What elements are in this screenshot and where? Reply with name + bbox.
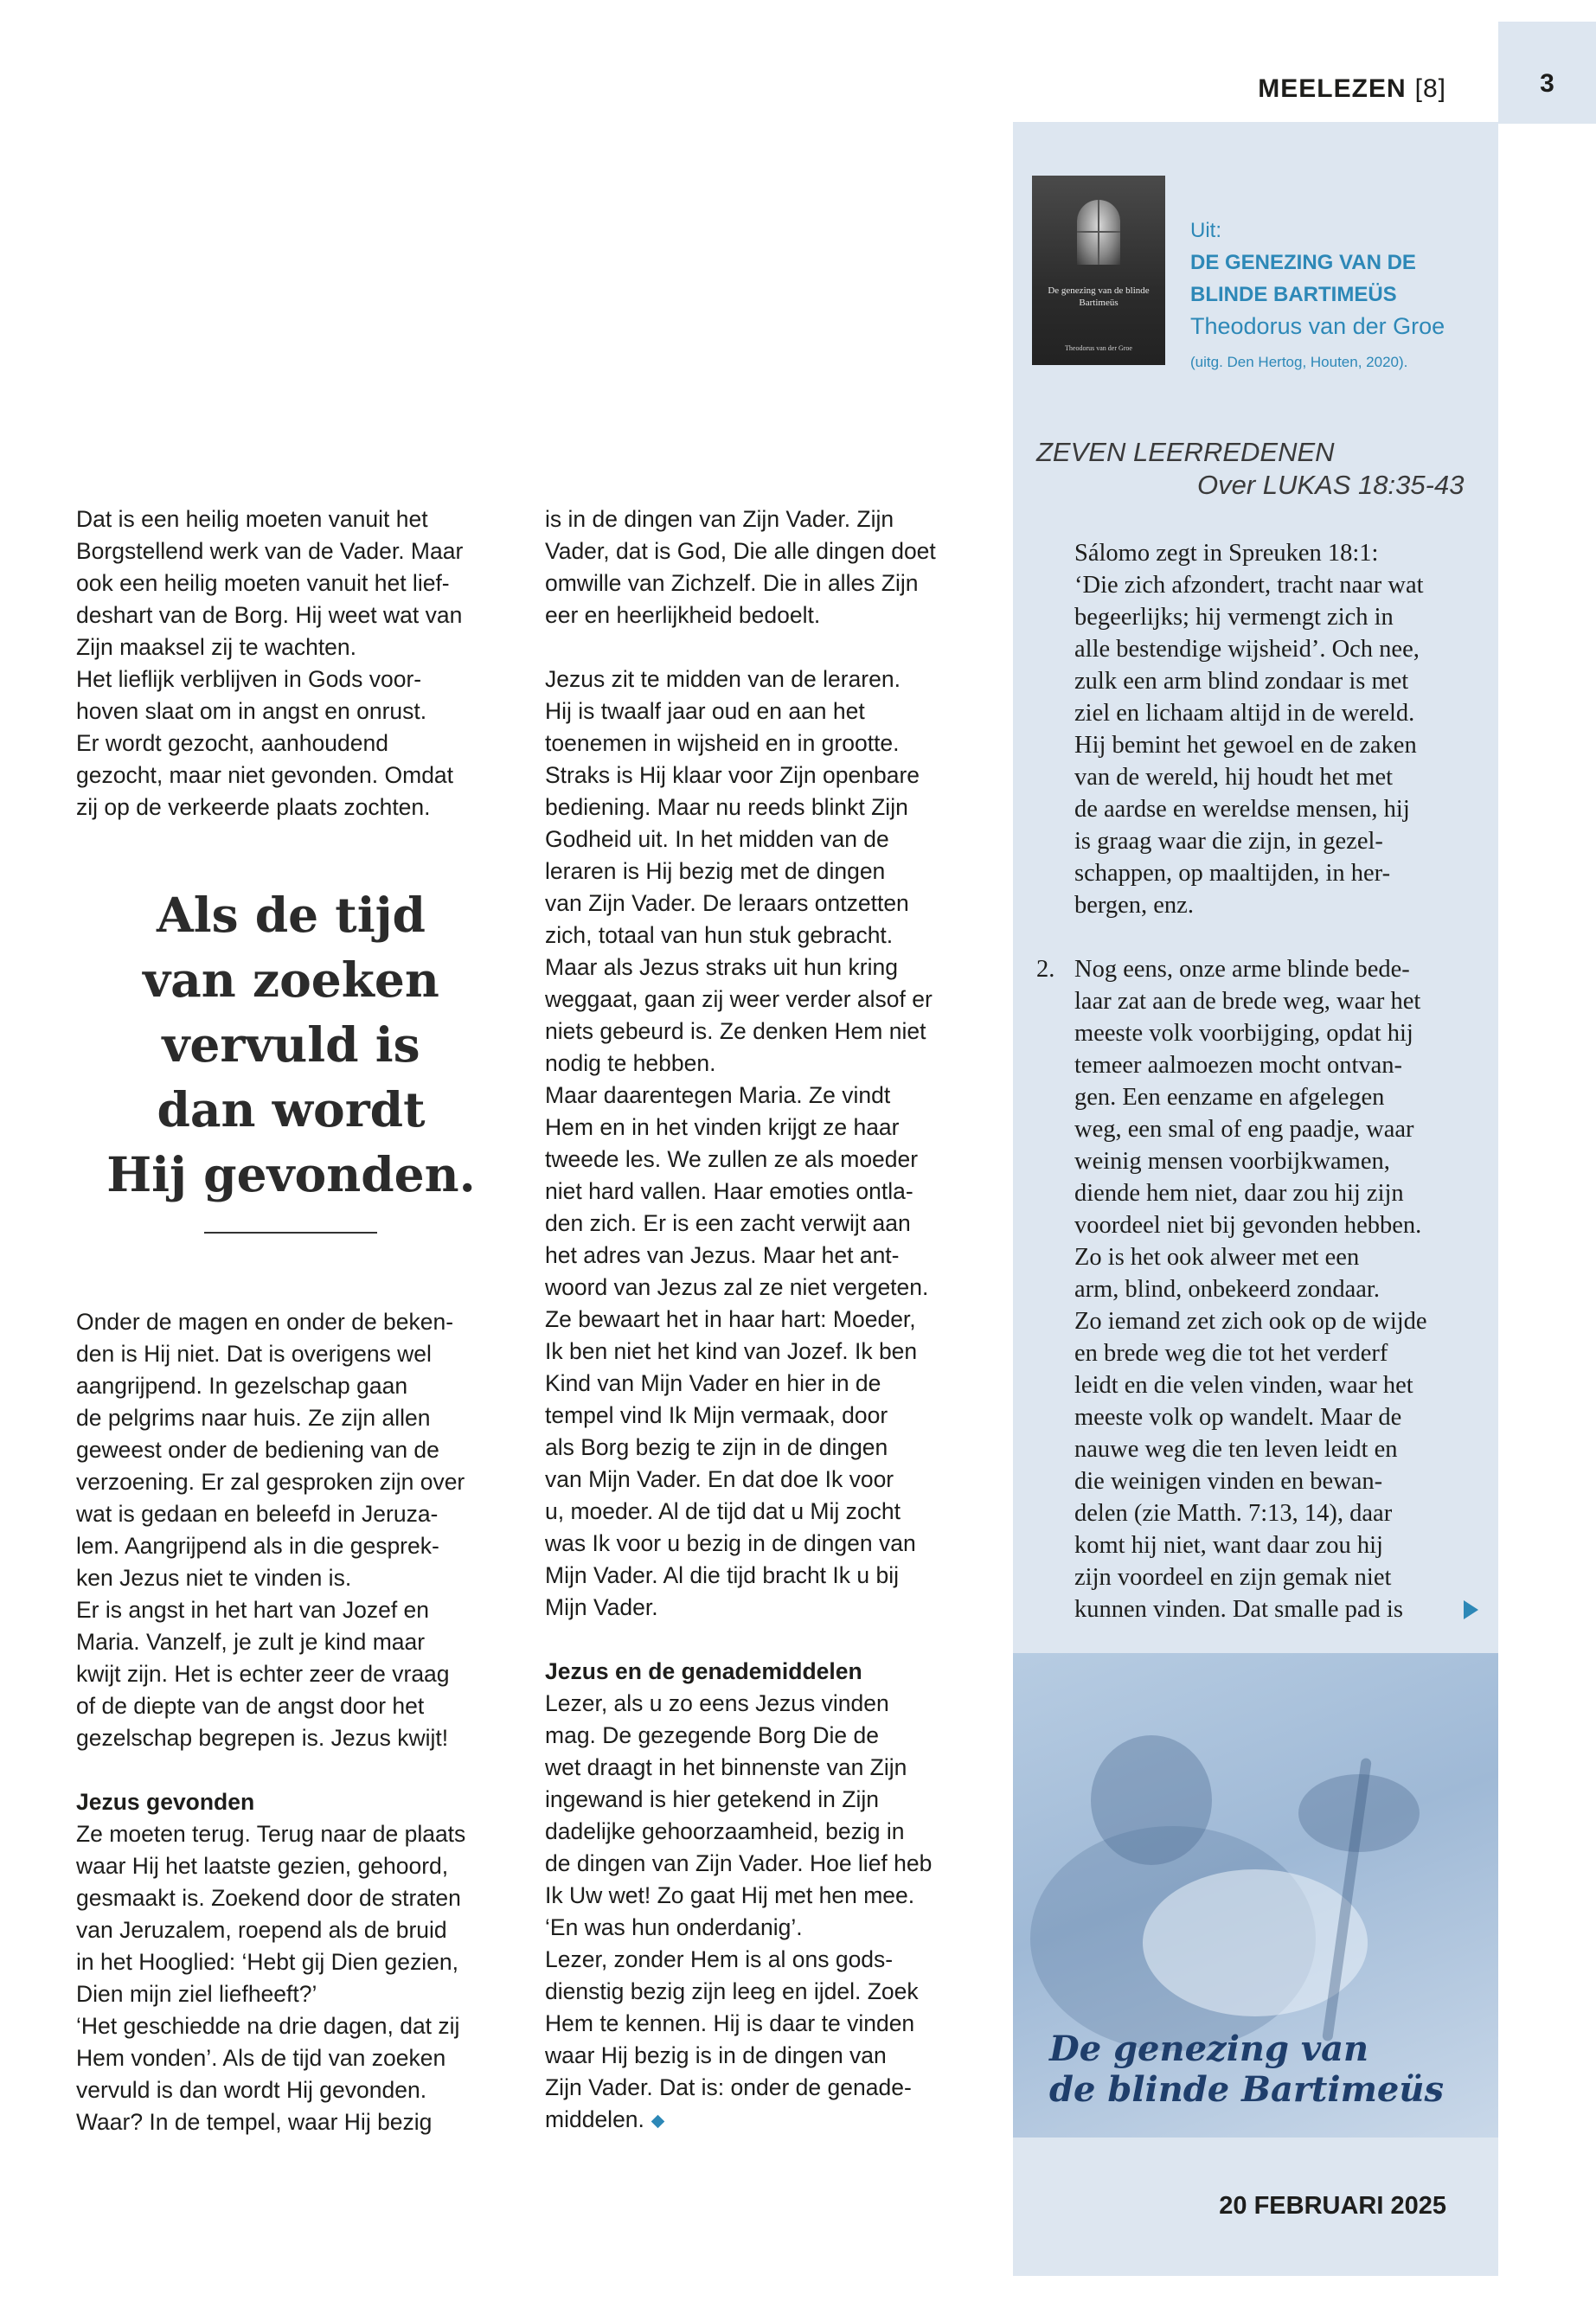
text-line: mag. De gezegende Borg Die de (545, 1722, 879, 1748)
text-line: Ze bewaart het in haar hart: Moeder, (545, 1306, 916, 1332)
text-line: waar Hij bezig is in de dingen van (545, 2042, 887, 2068)
text-line: in het Hooglied: ‘Hebt gij Dien gezien, (76, 1949, 458, 1975)
text-line: dadelijke gehoorzaamheid, bezig in (545, 1818, 905, 1844)
text-line: ‘Het geschiedde na drie dagen, dat zij (76, 2013, 460, 2039)
text-line: deshart van de Borg. Hij weet wat van (76, 602, 463, 628)
text-line: Er wordt gezocht, aanhoudend (76, 730, 388, 756)
text-line: leraren is Hij bezig met de dingen (545, 858, 886, 884)
text-line: als Borg bezig te zijn in de dingen (545, 1434, 888, 1460)
sermon-subheading: Over LUKAS 18:35-43 (1197, 470, 1465, 500)
text-line: Ik ben niet het kind van Jozef. Ik ben (545, 1338, 918, 1364)
text-line: Dat is een heilig moeten vanuit het (76, 506, 428, 532)
text-line: Onder de magen en onder de beken- (76, 1309, 454, 1335)
text-line: zulk een arm blind zondaar is met (1074, 668, 1409, 695)
text-line: zij op de verkeerde plaats zochten. (76, 794, 431, 820)
text-line: van de wereld, hij houdt het met (1074, 764, 1394, 791)
text-line: delen (zie Matth. 7:13, 14), daar (1074, 1500, 1393, 1527)
text-line: Maar daarentegen Maria. Ze vindt (545, 1082, 891, 1108)
subheading: Jezus gevonden (76, 1789, 255, 1815)
text-line: kwijt zijn. Het is echter zeer de vraag (76, 1661, 450, 1687)
section-title: MEELEZEN (1258, 74, 1407, 103)
text-line: Godheid uit. In het midden van de (545, 826, 889, 852)
text-line: kunnen vinden. Dat smalle pad is (1074, 1596, 1403, 1623)
source-title-line: BLINDE BARTIMEÜS (1190, 283, 1397, 306)
page-number: 3 (1540, 69, 1554, 98)
text-line: bediening. Maar nu reeds blinkt Zijn (545, 794, 908, 820)
text-line: begeerlijks; hij vermengt zich in (1074, 604, 1394, 631)
source-author: Theodorus van der Groe (1190, 313, 1445, 339)
caption-line: de blinde Bartimeüs (1049, 2069, 1444, 2110)
text-line: en brede weg die tot het verderf (1074, 1340, 1388, 1367)
text-line: omwille van Zichzelf. Die in alles Zijn (545, 570, 919, 596)
text-line: gesmaakt is. Zoekend door de straten (76, 1885, 461, 1911)
pull-quote-divider (204, 1232, 377, 1234)
text-line: geweest onder de bediening van de (76, 1437, 439, 1463)
text-line: waar Hij het laatste gezien, gehoord, (76, 1853, 449, 1879)
text-line: leidt en die velen vinden, waar het (1074, 1372, 1413, 1399)
text-line: temeer aalmoezen mocht ontvan- (1074, 1052, 1403, 1079)
text-line: ingewand is hier getekend in Zijn (545, 1786, 879, 1812)
text-line: gezocht, maar niet gevonden. Omdat (76, 762, 454, 788)
text-line: Er is angst in het hart van Jozef en (76, 1597, 430, 1623)
text-line: gezelschap begrepen is. Jezus kwijt! (76, 1725, 449, 1751)
source-title-line: DE GENEZING VAN DE (1190, 251, 1416, 274)
text-line: weg, een smal of eng paadje, waar (1074, 1116, 1414, 1143)
text-line: Ze moeten terug. Terug naar de plaats (76, 1821, 466, 1847)
text-line: gen. Een eenzame en afgelegen (1074, 1084, 1385, 1111)
text-line: alle bestendige wijsheid’. Och nee, (1074, 636, 1420, 663)
triangle-right-icon (1464, 1600, 1478, 1619)
text-line: arm, blind, onbekeerd zondaar. (1074, 1276, 1380, 1303)
text-line: u, moeder. Al de tijd dat u Mij zocht (545, 1498, 901, 1524)
footer-date: 20 FEBRUARI 2025 (1219, 2192, 1446, 2220)
text-line: Hem vonden’. Als de tijd van zoeken (76, 2045, 446, 2071)
text-line: den zich. Er is een zacht verwijt aan (545, 1210, 911, 1236)
source-label: Uit: (1190, 219, 1221, 242)
column-1-intro (76, 503, 463, 824)
text-line: ziel en lichaam altijd in de wereld. (1074, 700, 1415, 727)
illustration-caption (1049, 2029, 1444, 2110)
text-line: lem. Aangrijpend als in die gesprek- (76, 1533, 439, 1559)
text-line: woord van Jezus zal ze niet vergeten. (545, 1274, 929, 1300)
text-line: Waar? In de tempel, waar Hij bezig (76, 2109, 433, 2135)
column-2-body (545, 503, 936, 2136)
text-line: Vader, dat is God, Die alle dingen doet (545, 538, 936, 564)
text-line: nodig te hebben. (545, 1050, 716, 1076)
text-line: weggaat, gaan zij weer verder alsof er (545, 986, 933, 1012)
sermon-paragraph (1074, 953, 1427, 1625)
text-line: of de diepte van de angst door het (76, 1693, 425, 1719)
column-1-body (76, 1306, 465, 2138)
sermon-paragraph (1074, 537, 1424, 921)
text-line: vervuld is dan wordt Hij gevonden. (76, 2077, 427, 2103)
text-line: is in de dingen van Zijn Vader. Zijn (545, 506, 894, 532)
pull-quote-line: Als de tijd (157, 887, 426, 943)
text-line: laar zat aan de brede weg, waar het (1074, 988, 1421, 1015)
text-line: Maria. Vanzelf, je zult je kind maar (76, 1629, 426, 1655)
text-line: dienstig bezig zijn leeg en ijdel. Zoek (545, 1978, 919, 2004)
illustration-image (1013, 1653, 1498, 2138)
text-line: hoven slaat om in angst en onrust. (76, 698, 427, 724)
book-cover-image (1032, 176, 1165, 365)
text-line: ‘Die zich afzondert, tracht naar wat (1074, 572, 1424, 599)
text-line: van Jeruzalem, roepend als de bruid (76, 1917, 447, 1943)
text-line: Borgstellend werk van de Vader. Maar (76, 538, 464, 564)
text-line: verzoening. Er zal gesproken zijn over (76, 1469, 465, 1495)
caption-line: De genezing van (1049, 2029, 1369, 2069)
text-line: Zijn Vader. Dat is: onder de genade- (545, 2074, 912, 2100)
text-line: wat is gedaan en beleefd in Jeruza- (76, 1501, 439, 1527)
issue-number: [8] (1414, 74, 1446, 103)
pull-quote-line: vervuld is (162, 1016, 420, 1073)
text-line: de pelgrims naar huis. Ze zijn allen (76, 1405, 431, 1431)
book-cover-author: Theodorus van der Groe (1065, 344, 1132, 352)
text-line: zijn voordeel en zijn gemak niet (1074, 1564, 1392, 1591)
text-line: voordeel niet bij gevonden hebben. (1074, 1212, 1422, 1239)
text-line: ‘En was hun onderdanig’. (545, 1914, 803, 1940)
subheading: Jezus en de genademiddelen (545, 1658, 862, 1684)
source-publisher: (uitg. Den Hertog, Houten, 2020). (1190, 354, 1408, 370)
text-line: Nog eens, onze arme blinde bede- (1074, 956, 1410, 983)
text-line: ook een heilig moeten vanuit het lief- (76, 570, 450, 596)
text-line: den is Hij niet. Dat is overigens wel (76, 1341, 432, 1367)
text-line: meeste volk op wandelt. Maar de (1074, 1404, 1402, 1431)
text-line: meeste volk voorbijging, opdat hij (1074, 1020, 1413, 1047)
text-line: aangrijpend. In gezelschap gaan (76, 1373, 408, 1399)
text-line: tweede les. We zullen ze als moeder (545, 1146, 919, 1172)
text-line: Jezus zit te midden van de leraren. (545, 666, 901, 692)
text-line: Kind van Mijn Vader en hier in de (545, 1370, 881, 1396)
pull-quote-line: Hij gevonden. (106, 1146, 476, 1202)
text-line: Lezer, als u zo eens Jezus vinden (545, 1690, 889, 1716)
diamond-icon (651, 2114, 665, 2128)
text-line: Mijn Vader. (545, 1594, 658, 1620)
text-line-end (545, 2104, 936, 2136)
text-line: wet draagt in het binnenste van Zijn (545, 1754, 907, 1780)
text-line: was Ik voor u bezig in de dingen van (545, 1530, 916, 1556)
text-line: Hem te kennen. Hij is daar te vinden (545, 2010, 915, 2036)
text-line: toenemen in wijsheid en in grootte. (545, 730, 900, 756)
text-line: nauwe weg die ten leven leidt en (1074, 1436, 1398, 1463)
pull-quote-line: dan wordt (157, 1081, 426, 1138)
section-header (1125, 74, 1446, 104)
text-line: schappen, op maaltijden, in her- (1074, 860, 1391, 887)
text-line: tempel vind Ik Mijn vermaak, door (545, 1402, 888, 1428)
text-line: het adres van Jezus. Maar het ant- (545, 1242, 900, 1268)
text-line: is graag waar die zijn, in gezel- (1074, 828, 1383, 855)
text-line: die weinigen vinden en bewan- (1074, 1468, 1383, 1495)
text-line: Zo is het ook alweer met een (1074, 1244, 1360, 1271)
book-cover-title: De genezing van de blinde Bartimeüs (1048, 285, 1150, 308)
pull-quote-line: van zoeken (143, 952, 439, 1008)
text-line: eer en heerlijkheid bedoelt. (545, 602, 821, 628)
text-line: Dien mijn ziel liefheeft?’ (76, 1981, 317, 2007)
text-line: Sálomo zegt in Spreuken 18:1: (1074, 540, 1379, 567)
text-line: Maar als Jezus straks uit hun kring (545, 954, 898, 980)
church-window-illustration (1077, 200, 1120, 265)
pull-quote (76, 882, 506, 1207)
text-line: diende hem niet, daar zou hij zijn (1074, 1180, 1404, 1207)
text-line: Hij is twaalf jaar oud en aan het (545, 698, 865, 724)
text-line: de aardse en wereldse mensen, hij (1074, 796, 1410, 823)
text-line: Mijn Vader. Al die tijd bracht Ik u bij (545, 1562, 899, 1588)
text-line: komt hij niet, want daar zou hij (1074, 1532, 1383, 1559)
text-line: Hem en in het vinden krijgt ze haar (545, 1114, 900, 1140)
text-line: middelen. (545, 2106, 644, 2132)
text-line: Het lieflijk verblijven in Gods voor- (76, 666, 422, 692)
sermon-heading: ZEVEN LEERREDENEN (1036, 437, 1335, 467)
text-line: weinig mensen voorbijkwamen, (1074, 1148, 1390, 1175)
text-line: van Mijn Vader. En dat doe Ik voor (545, 1466, 894, 1492)
text-line: Zijn maaksel zij te wachten. (76, 634, 357, 660)
text-line: de dingen van Zijn Vader. Hoe lief heb (545, 1850, 933, 1876)
text-line: Straks is Hij klaar voor Zijn openbare (545, 762, 920, 788)
text-line: van Zijn Vader. De leraars ontzetten (545, 890, 909, 916)
list-number: 2. (1036, 956, 1055, 983)
text-line: Zo iemand zet zich ook op de wijde (1074, 1308, 1427, 1335)
text-line: Hij bemint het gewoel en de zaken (1074, 732, 1417, 759)
text-line: ken Jezus niet te vinden is. (76, 1565, 352, 1591)
text-line: Lezer, zonder Hem is al ons gods- (545, 1946, 894, 1972)
text-line: zich, totaal van hun stuk gebracht. (545, 922, 894, 948)
text-line: niet hard vallen. Haar emoties ontla- (545, 1178, 913, 1204)
text-line: Ik Uw wet! Zo gaat Hij met hen mee. (545, 1882, 915, 1908)
text-line: niets gebeurd is. Ze denken Hem niet (545, 1018, 926, 1044)
text-line: bergen, enz. (1074, 892, 1194, 919)
